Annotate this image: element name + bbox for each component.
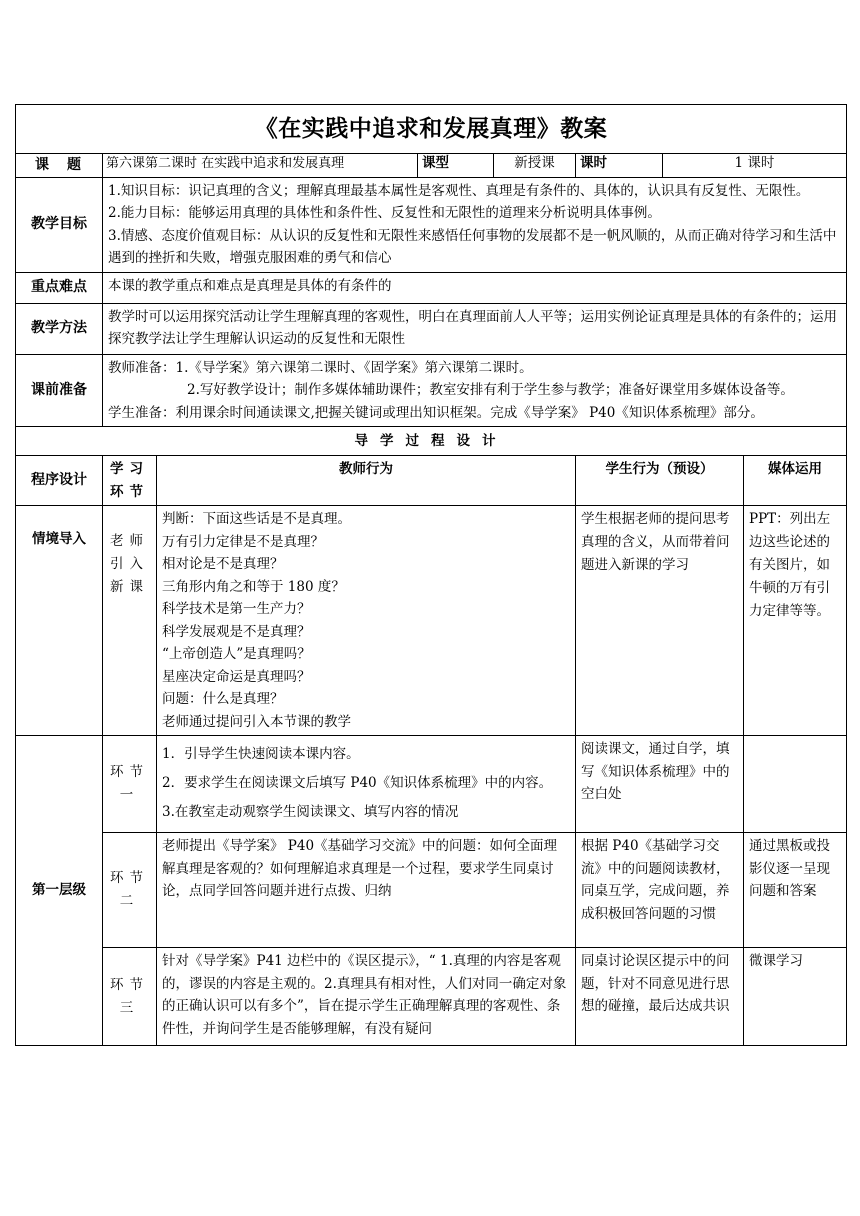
level1-step-3-media: 微课学习 [744,948,847,1046]
level1-step-1: 环节一 [103,736,157,833]
key-points-label: 重点难点 [16,272,103,303]
level1-step-2-student: 根据 P40《基础学习交流》中的问题阅读教材，同桌互学，完成问题，养成积极回答问题的习惯 [576,833,744,948]
level1-step-1-student: 阅读课文，通过自学，填写《知识体系梳理》中的空白处 [576,736,744,833]
step-teacher-line: 1．引导学生快速阅读本课内容。 [162,746,360,762]
intro-teacher-line: 相对论是不是真理？ [162,556,284,572]
level1-step-2: 环节二 [103,833,157,948]
goals-label: 教学目标 [16,177,103,272]
type-label: 课型 [418,154,494,178]
intro-teacher-line: 判断：下面这些话是不是真理。 [162,511,351,527]
intro-teacher-line: 科学技术是第一生产力？ [162,601,311,617]
intro-step: 老师引入新课 [103,506,157,736]
level1-step-3-teacher: 针对《导学案》P41 边栏中的《误区提示》，“ 1.真理的内容是客观的，谬误的内容是主观的。2.真理具有相对性，人们对同一确定对象的正确认识可以有多个”，旨在提示学生正确理解真理的客观性、条件性，并询问学生是否能够理解，有没有疑问 [157,948,576,1046]
level1-step-3-student: 同桌讨论误区提示中的问题，针对不同意见进行思想的碰撞，最后达成共识 [576,948,744,1046]
teacher-prep-line: 2.写好教学设计；制作多媒体辅助课件；教室安排有利于学生参与教学；准备好课堂用多媒体设备等。 [187,382,794,398]
col-step: 学习环节 [103,456,157,506]
prep-content [103,354,847,427]
topic-label: 课 题 [16,154,103,178]
level1-step-1-teacher [157,736,576,833]
step-teacher-line: 2．要求学生在阅读课文后填写 P40《知识体系梳理》中的内容。 [162,775,553,791]
col-program: 程序设计 [16,456,103,506]
col-media: 媒体运用 [744,456,847,506]
col-teacher: 教师行为 [157,456,576,506]
process-header: 导学过程设计 [16,427,847,456]
goal-item: 1.知识目标：识记真理的含义；理解真理最基本属性是客观性、真理是有条件的、具体的，认识具有反复性、无限性。 [108,182,810,199]
level1-step-1-media [744,736,847,833]
step-teacher-line: 3.在教室走动观察学生阅读课文、填写内容的情况 [162,804,459,820]
col-student: 学生行为（预设） [576,456,744,506]
student-prep-line: 学生准备：利用课余时间通读课文,把握关键词或理出知识框架。完成《导学案》 P40《知识体系梳理》部分。 [108,404,764,421]
intro-teacher-line: 老师通过提问引入本节课的教学 [162,713,351,730]
goal-item: 3.情感、态度价值观目标：从认识的反复性和无限性来感悟任何事物的发展都不是一帆风顺的，从而正确对待学习和生活中遇到的挫折和失败，增强克服困难的勇气和信心 [108,227,837,266]
intro-teacher-line: 问题：什么是真理？ [162,691,284,707]
intro-teacher-line: “上帝创造人”是真理吗？ [162,646,311,662]
intro-teacher-line: 科学发展观是不是真理？ [162,623,311,640]
teacher-prep-line: 教师准备：1.《导学案》第六课第二课时、《固学案》第六课第二课时。 [108,359,533,376]
prep-label: 课前准备 [16,354,103,427]
key-points-content: 本课的教学重点和难点是真理是具体的有条件的 [103,272,847,303]
intro-teacher-line: 星座决定命运是真理吗？ [162,668,311,685]
page-title: 《在实践中追求和发展真理》教案 [16,105,847,154]
hours-value: 1 课时 [663,154,847,178]
intro-teacher-line: 三角形内角之和等于 180 度？ [162,578,345,595]
methods-content: 教学时可以运用探究活动让学生理解真理的客观性，明白在真理面前人人平等；运用实例论证真理是具体的有条件的；运用探究教学法让学生理解认识运动的反复性和无限性 [103,303,847,354]
intro-teacher [157,506,576,736]
level1-step-2-teacher: 老师提出《导学案》 P40《基础学习交流》中的问题：如何全面理解真理是客观的？如何理解追求真理是一个过程，要求学生同桌讨论，点同学回答问题并进行点拨、归纳 [157,833,576,948]
methods-label: 教学方法 [16,303,103,354]
level1-step-3: 环节三 [103,948,157,1046]
intro-media: PPT：列出左边这些论述的有关图片，如牛顿的万有引力定律等等。 [744,506,847,736]
goal-item: 2.能力目标：能够运用真理的具体性和条件性、反复性和无限性的道理来分析说明具体事例。 [108,205,661,221]
intro-teacher-line: 万有引力定律是不是真理？ [162,533,324,550]
intro-student: 学生根据老师的提问思考真理的含义，从而带着问题进入新课的学习 [576,506,744,736]
goals-content [103,177,847,272]
stage-intro: 情境导入 [16,506,103,736]
lesson-plan-table [15,104,847,1046]
hours-label: 课时 [576,154,663,178]
topic-value: 第六课第二课时 在实践中追求和发展真理 [103,154,418,178]
type-value: 新授课 [494,154,576,178]
stage-level1: 第一层级 [16,736,103,1046]
level1-step-2-media: 通过黑板或投影仪逐一呈现问题和答案 [744,833,847,948]
